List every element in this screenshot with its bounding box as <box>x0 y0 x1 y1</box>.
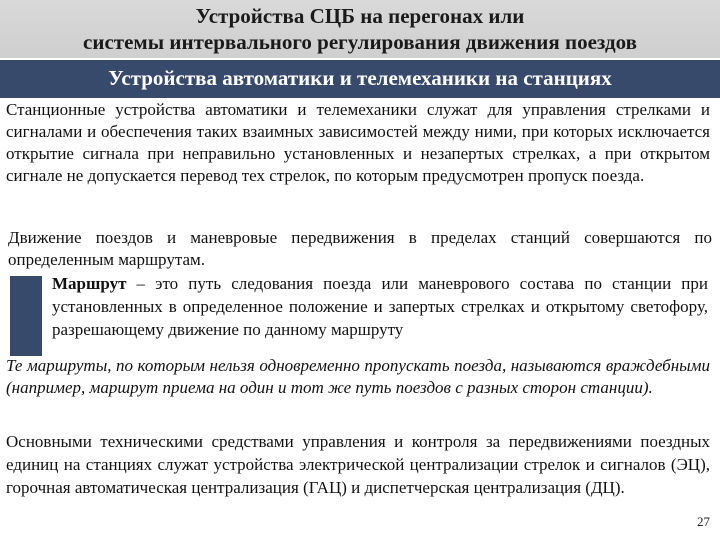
route-definition-block <box>10 272 710 356</box>
slide-title-line-2: системы интервального регулирования движения поездов <box>83 30 637 54</box>
definition-body: – это путь следования поезда или маневрового состава по станции при установленных в определенное положение и запертых стрелках и открытому светофору, разрешающему движение по данному маршруту <box>52 274 708 339</box>
slide-subtitle: Устройства автоматики и телемеханики на станциях <box>0 58 720 98</box>
paragraph-station-devices: Станционные устройства автоматики и телемеханики служат для управления стрелками и сигналами и обеспечения таких взаимных зависимостей между ними, при которых исключается открытие сигнала при неправильно установленных и незапертых стрелках, а при открытом сигнале не допускается перевод тех стрелок, по которым предусмотрен пропуск поезда. <box>6 100 710 185</box>
slide-title-band <box>0 0 720 58</box>
slide-title-line-1: Устройства СЦБ на перегонах или <box>195 4 525 28</box>
page-number: 27 <box>697 514 710 529</box>
definition-term: Маршрут <box>52 274 127 293</box>
paragraph-hostile-routes: Те маршруты, по которым нельзя одновременно пропускать поезда, называются враждебными (например, маршрут приема на один и тот же путь поездов с разных сторон станции). <box>6 356 710 397</box>
paragraph-technical-means: Основными техническими средствами управления и контроля за передвижениями поездных единиц на станциях служат устройства электрической централизации стрелок и сигналов (ЭЦ), горочная автоматическая централизация (ГАЦ) и диспетчерская централизация (ДЦ). <box>6 432 710 497</box>
paragraph-routes: Движение поездов и маневровые передвижения в пределах станций совершаются по определенным маршрутам. <box>8 228 712 269</box>
accent-bar <box>10 276 42 356</box>
definition-text <box>52 272 708 341</box>
